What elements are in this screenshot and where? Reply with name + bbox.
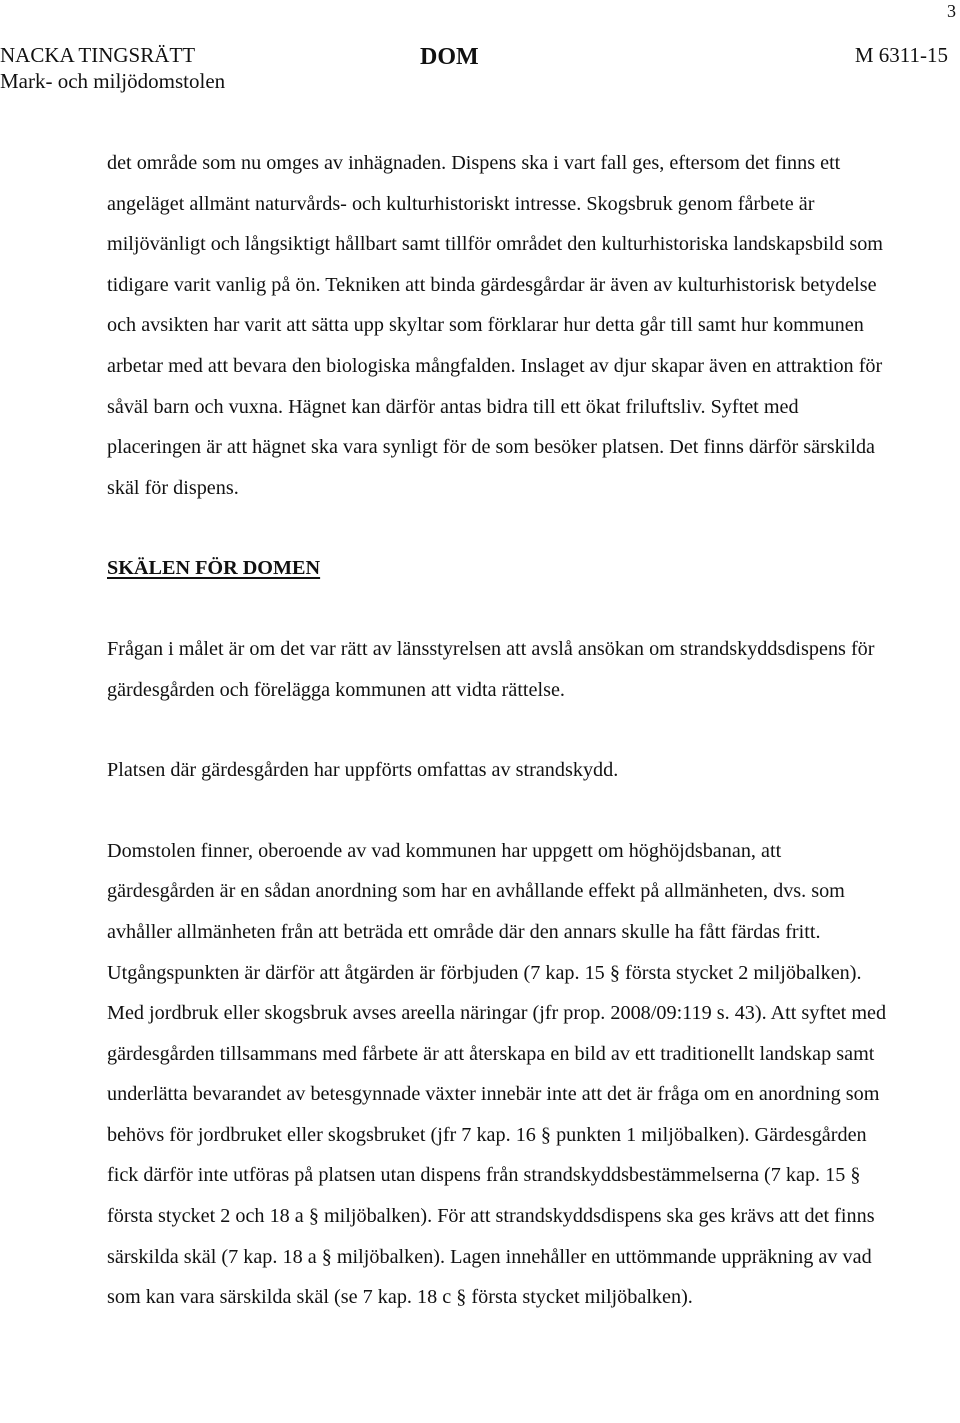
- case-number: M 6311-15: [854, 43, 948, 67]
- paragraph-question: Frågan i målet är om det var rätt av länsstyrelsen att avslå ansökan om strandskyddsdispens för gärdesgården och förelägga kommunen att vidta rättelse.: [107, 637, 875, 701]
- document-body: [107, 143, 892, 1318]
- document-header: [0, 42, 948, 102]
- document-type: DOM: [420, 44, 479, 70]
- paragraph-dispensation-argument: det område som nu omges av inhägnaden. Dispens ska i vart fall ges, eftersom det finns ett angeläget allmänt naturvårds- och kulturhistoriskt intresse. Skogsbruk genom fårbete är miljövänligt och långsiktigt hållbart samt tillför området den kulturhistoriska landskapsbild som tidigare varit vanlig på ön. Tekniken att binda gärdesgårdar är även av kulturhistorisk betydelse och avsikten har varit att sätta upp skyltar som förklarar hur detta går till samt hur kommunen arbetar med att bevara den biologiska mångfalden. Inslaget av djur skapar även en attraktion för såväl barn och vuxna. Hägnet kan därför antas bidra till ett ökat friluftsliv. Syftet med placeringen är att hägnet ska vara synligt för de som besöker platsen. Det finns därför särskilda skäl för dispens.: [107, 152, 883, 499]
- court-name-line1: NACKA TINGSRÄTT: [0, 43, 196, 67]
- section-heading: SKÄLEN FÖR DOMEN: [107, 557, 321, 580]
- court-name: [0, 42, 225, 94]
- court-name-line2: Mark- och miljödomstolen: [0, 69, 226, 93]
- paragraph-court-finding: Domstolen finner, oberoende av vad kommunen har uppgett om höghöjdsbanan, att gärdesgården är en sådan anordning som har en avhållande effekt på allmänheten, dvs. som avhåller allmänheten från att beträda ett område där den annars skulle ha fått färdas fritt. Utgångspunkten är därför att åtgärden är förbjuden (7 kap. 15 § första stycket 2 miljöbalken). Med jordbruk eller skogsbruk avses areella näringar (jfr prop. 2008/09:119 s. 43). Att syftet med gärdesgården tillsammans med fårbete är att återskapa en bild av ett traditionellt landskap samt underlätta bevarandet av betesgynnade växter innebär inte att det är fråga om en anordning som behövs för jordbruket eller skogsbruket (jfr 7 kap. 16 § punkten 1 miljöbalken). Gärdesgården fick därför inte utföras på platsen utan dispens från strandskyddsbestämmelserna (7 kap. 15 § första stycket 2 och 18 a § miljöbalken). För att strandskyddsdispens ska ges krävs att det finns särskilda skäl (7 kap. 18 a § miljöbalken). Lagen innehåller en uttömmande uppräkning av vad som kan vara särskilda skäl (se 7 kap. 18 c § första stycket miljöbalken).: [107, 839, 887, 1309]
- paragraph-shore-protection: Platsen där gärdesgården har uppförts omfattas av strandskydd.: [107, 759, 619, 782]
- page-number: 3: [947, 1, 956, 21]
